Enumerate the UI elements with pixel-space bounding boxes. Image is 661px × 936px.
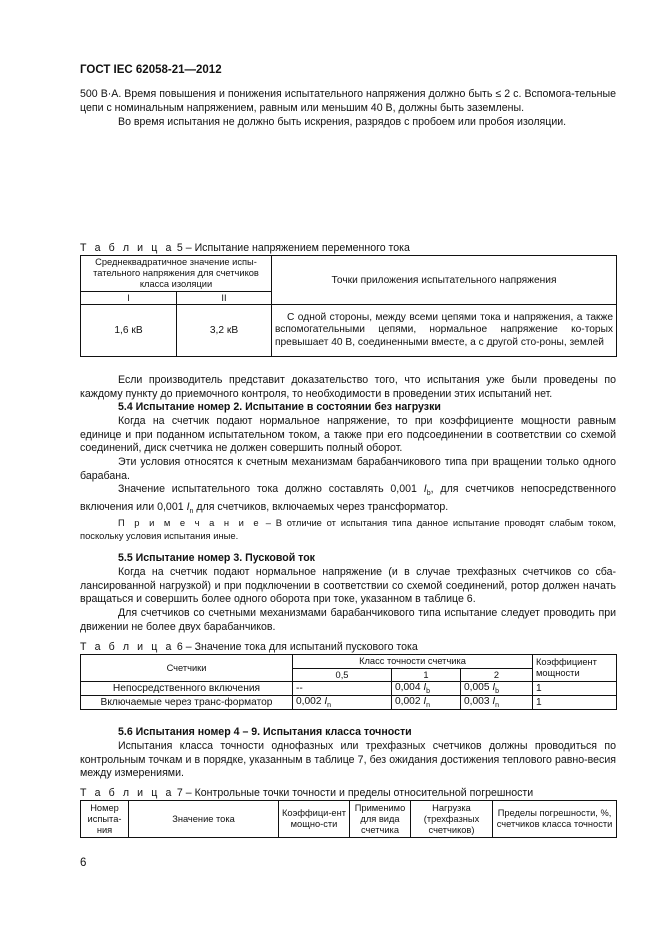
table6-row2-name: Включаемые через транс-форматор bbox=[81, 696, 293, 710]
page-number: 6 bbox=[80, 857, 87, 869]
table6-row1-v3: 0,005 $I_b$ bbox=[461, 682, 533, 696]
note-label: П р и м е ч а н и е bbox=[118, 517, 262, 528]
table5-label: Т а б л и ц а bbox=[80, 242, 174, 254]
note-text: – В отличие от испытания типа данное испытание проводят слабым током, поскольку условия испытания иные. bbox=[80, 517, 616, 541]
s54-heading: 5.4 Испытание номер 2. Испытание в состоянии без нагрузки bbox=[118, 401, 441, 413]
table7-head-load: Нагрузка (трехфазных счетчиков) bbox=[411, 801, 493, 838]
table6-head-meters: Счетчики bbox=[81, 655, 293, 682]
s56-heading: 5.6 Испытания номер 4 – 9. Испытания класса точности bbox=[118, 726, 412, 738]
table6-row2-v3: 0,003 $I_n$ bbox=[461, 696, 533, 710]
table6-class-2: 2 bbox=[461, 669, 533, 682]
table5-head-points: Точки приложения испытательного напряжения bbox=[272, 256, 617, 305]
table6-head-pf: Коэффициент мощности bbox=[533, 655, 617, 682]
s54-paragraph-1: Если производитель представит доказательство того, что испытания уже были проведены по каждому пункту до приемочного контроля, то необходимости в проведении этих испытаний нет. bbox=[80, 374, 616, 400]
s55-paragraph-1: Когда на счетчик подают нормальное напряжение (и в случае трехфазных счетчиков со сба-лансированной нагрузкой) и при подключении в соответствии со схемой соединений, ротор должен начать вращаться и совершить более одного оборота при токе, указанном в таблице 6. bbox=[80, 566, 616, 606]
table6-row1-name: Непосредственного включения bbox=[81, 682, 293, 696]
table5-value-1: 1,6 кВ bbox=[81, 305, 177, 357]
table7-head-pf: Коэффици-ент мощно-сти bbox=[279, 801, 350, 838]
s55-heading: 5.5 Испытание номер 3. Пусковой ток bbox=[118, 552, 315, 564]
table6-title: 6 – Значение тока для испытаний пускового тока bbox=[173, 641, 418, 653]
table6-class-1: 1 bbox=[392, 669, 461, 682]
table7-caption bbox=[80, 787, 533, 800]
document-header: ГОСТ IEC 62058-21—2012 bbox=[80, 64, 222, 76]
table6-label: Т а б л и ц а bbox=[80, 641, 174, 653]
intro-paragraph-2: Во время испытания не должно быть искрения, разрядов с пробоем или пробоя изоляции. bbox=[118, 116, 567, 128]
table7-head-current: Значение тока bbox=[129, 801, 279, 838]
s54-paragraph-4: Значение испытательного тока должно составлять 0,001 $I_b$, для счетчиков непосредственного включения или 0,001 $I_n$ для счетчиков, включаемых через трансформатор. bbox=[80, 483, 616, 515]
table5-title: 5 – Испытание напряжением переменного тока bbox=[173, 242, 410, 254]
table5-caption bbox=[80, 242, 410, 255]
table5-points-text: С одной стороны, между всеми цепями тока и напряжения, а также вспомогательными цепями, нормальное напряжение ко-торых превышает 40 В, соединенными вместе, а с другой сто-роны, землей bbox=[272, 305, 617, 357]
table7-label: Т а б л и ц а bbox=[80, 787, 174, 799]
table7-head-applicable: Применимо для вида счетчика bbox=[350, 801, 411, 838]
table6-caption bbox=[80, 641, 418, 654]
table-row bbox=[81, 682, 617, 696]
table5-value-2: 3,2 кВ bbox=[177, 305, 272, 357]
s54-note bbox=[80, 517, 616, 542]
s54-paragraph-3: Эти условия относятся к счетным механизмам барабанчикового типа при вращении только одного барабана. bbox=[80, 456, 616, 482]
table7-head-limits: Пределы погрешности, %, счетчиков класса точности bbox=[493, 801, 617, 838]
table6-row2-v1: 0,002 $I_n$ bbox=[293, 696, 392, 710]
table6-head-class: Класс точности счетчика bbox=[293, 655, 533, 669]
table6 bbox=[80, 654, 617, 710]
table7-title: 7 – Контрольные точки точности и пределы относительной погрешности bbox=[173, 787, 534, 799]
table5-class-2: II bbox=[177, 292, 272, 305]
table6-row1-pf: 1 bbox=[533, 682, 617, 696]
table6-row2-pf: 1 bbox=[533, 696, 617, 710]
table5-head-voltage: Среднеквадратичное значение испы-тательного напряжения для счетчиков класса изоляции bbox=[81, 256, 272, 292]
table7-head-number: Номер испыта-ния bbox=[81, 801, 129, 838]
table6-class-05: 0,5 bbox=[293, 669, 392, 682]
s54-paragraph-2: Когда на счетчик подают нормальное напряжение, то при коэффициенте мощности равным единице и при поданном испытательном током, а также при его подсоединении в соответствии со схемой соединений, диск счетчика не должен совершить полный оборот. bbox=[80, 415, 616, 455]
table-row bbox=[81, 696, 617, 710]
intro-paragraph-1: 500 В·А. Время повышения и понижения испытательного напряжения должно быть ≤ 2 с. Вспомога-тельные цепи с номинальным напряжением, равным или меньшим 40 В, должны быть заземлены. bbox=[80, 88, 616, 114]
s55-paragraph-2: Для счетчиков со счетными механизмами барабанчикового типа испытание следует проводить при движении не более двух барабанчиков. bbox=[80, 607, 616, 633]
table5 bbox=[80, 255, 617, 357]
table6-row1-v1: -- bbox=[293, 682, 392, 696]
table7 bbox=[80, 800, 617, 838]
table6-row1-v2: 0,004 $I_b$ bbox=[392, 682, 461, 696]
table6-row2-v2: 0,002 $I_n$ bbox=[392, 696, 461, 710]
table5-class-1: I bbox=[81, 292, 177, 305]
s56-paragraph-1: Испытания класса точности однофазных или трехфазных счетчиков должны проводиться по контрольным точкам и в порядке, указанным в таблице 7, без ожидания достижения теплового равно-весия между измерениями. bbox=[80, 740, 616, 780]
